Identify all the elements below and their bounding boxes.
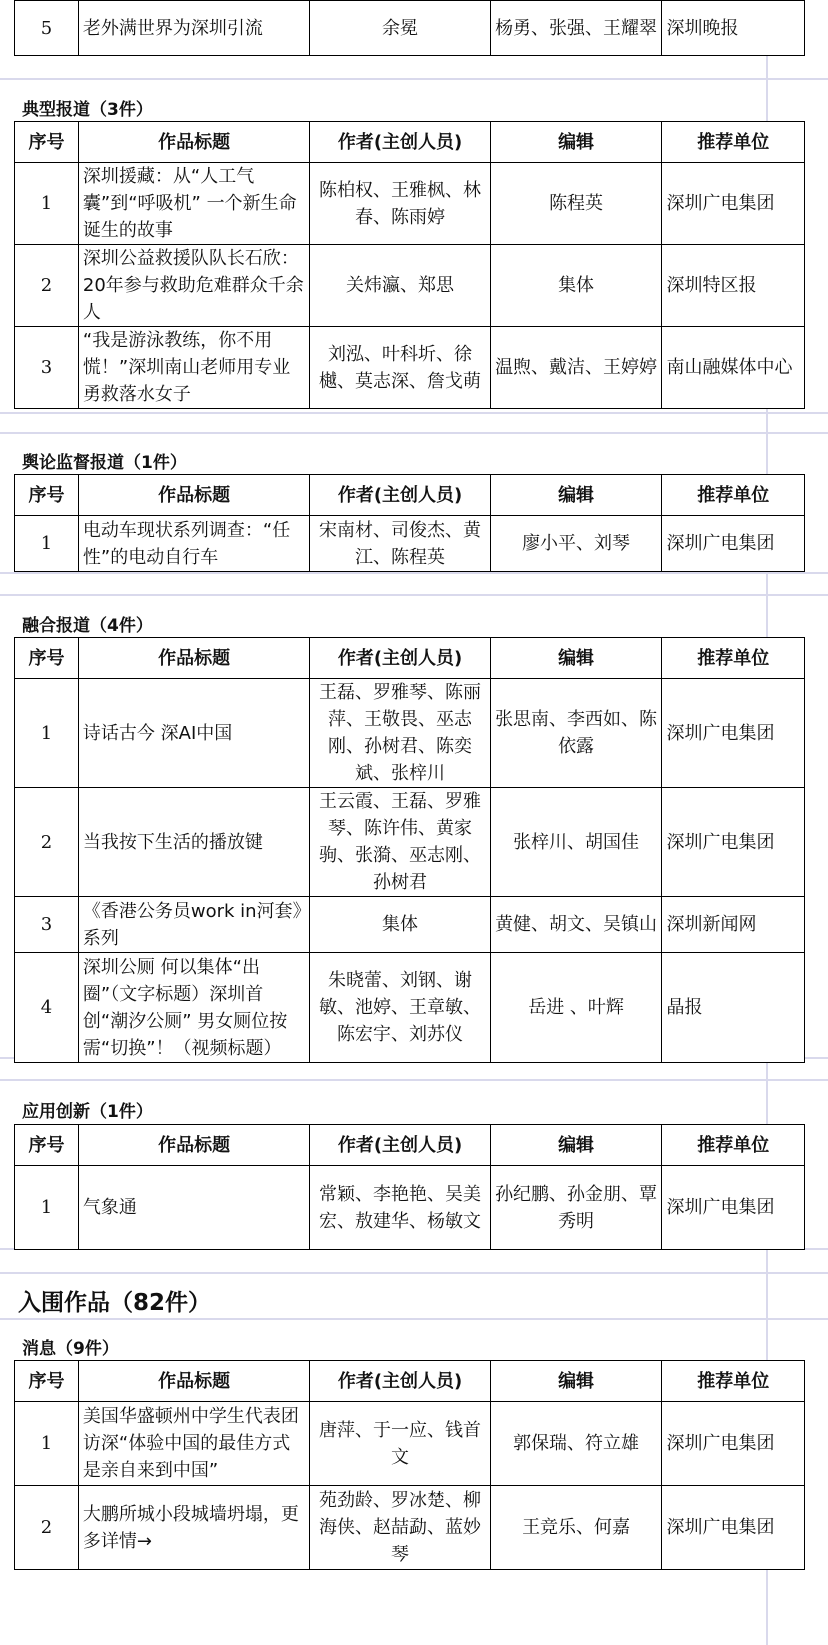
page-heading: 入围作品（82件） bbox=[18, 1284, 215, 1317]
table-row bbox=[15, 788, 805, 897]
header-title: 作品标题 bbox=[78, 475, 310, 516]
header-title: 作品标题 bbox=[78, 638, 310, 679]
author-cell: 宋南材、司俊杰、黄江、陈程英 bbox=[310, 516, 490, 572]
table-row bbox=[15, 1402, 805, 1486]
editor-cell: 陈程英 bbox=[490, 163, 662, 245]
work-title: 美国华盛顿州中学生代表团访深“体验中国的最佳方式是亲自来到中国” bbox=[78, 1402, 310, 1486]
header-no: 序号 bbox=[15, 1125, 79, 1166]
editor-cell: 孙纪鹏、孙金朋、覃秀明 bbox=[490, 1166, 662, 1250]
author-cell: 唐萍、于一应、钱首文 bbox=[310, 1402, 490, 1486]
header-row bbox=[15, 1125, 805, 1166]
section-table bbox=[14, 474, 805, 572]
author-cell: 常颖、李艳艳、吴美宏、敖建华、杨敏文 bbox=[310, 1166, 490, 1250]
editor-cell: 温煦、戴洁、王婷婷 bbox=[490, 327, 662, 409]
header-no: 序号 bbox=[15, 1361, 79, 1402]
section-title: 消息（9件） bbox=[22, 1334, 123, 1359]
row-number: 1 bbox=[15, 163, 79, 245]
header-author: 作者(主创人员) bbox=[310, 475, 490, 516]
header-unit: 推荐单位 bbox=[662, 122, 805, 163]
work-title: 老外满世界为深圳引流 bbox=[78, 1, 310, 56]
table-row bbox=[15, 163, 805, 245]
author-cell: 王云霞、王磊、罗雅琴、陈许伟、黄家驹、张漪、巫志刚、孙树君 bbox=[310, 788, 490, 897]
header-title: 作品标题 bbox=[78, 1361, 310, 1402]
header-row bbox=[15, 475, 805, 516]
work-title: 深圳援藏：从“人工气囊”到“呼吸机” 一个新生命诞生的故事 bbox=[78, 163, 310, 245]
editor-cell: 岳进 、叶辉 bbox=[490, 953, 662, 1063]
top-table bbox=[14, 0, 805, 56]
work-title: 大鹏所城小段城墙坍塌，更多详情→ bbox=[78, 1486, 310, 1570]
header-author: 作者(主创人员) bbox=[310, 638, 490, 679]
header-no: 序号 bbox=[15, 122, 79, 163]
row-number: 5 bbox=[15, 1, 79, 56]
editor-cell: 张梓川、胡国佳 bbox=[490, 788, 662, 897]
unit-cell: 深圳广电集团 bbox=[662, 1402, 805, 1486]
table-row bbox=[15, 1486, 805, 1570]
author-cell: 朱晓蕾、刘钢、谢敏、池婷、王章敏、陈宏宇、刘苏仪 bbox=[310, 953, 490, 1063]
section-table bbox=[14, 637, 805, 1063]
unit-cell: 深圳广电集团 bbox=[662, 163, 805, 245]
section-title: 舆论监督报道（1件） bbox=[22, 448, 191, 473]
table-row bbox=[15, 516, 805, 572]
row-number: 2 bbox=[15, 245, 79, 327]
table-row bbox=[15, 327, 805, 409]
unit-cell: 深圳特区报 bbox=[662, 245, 805, 327]
header-editor: 编辑 bbox=[490, 1361, 662, 1402]
unit-cell: 晶报 bbox=[662, 953, 805, 1063]
author-cell: 陈柏权、王雅枫、林春、陈雨婷 bbox=[310, 163, 490, 245]
work-title: 深圳公益救援队队长石欣：20年参与救助危难群众千余人 bbox=[78, 245, 310, 327]
work-title: 《香港公务员work in河套》系列 bbox=[78, 897, 310, 953]
work-title: 深圳公厕 何以集体“出圈”（文字标题）深圳首创“潮汐公厕” 男女厕位按需“切换”！（视频标题） bbox=[78, 953, 310, 1063]
header-editor: 编辑 bbox=[490, 122, 662, 163]
header-unit: 推荐单位 bbox=[662, 1361, 805, 1402]
section-table bbox=[14, 1124, 805, 1250]
header-title: 作品标题 bbox=[78, 122, 310, 163]
header-title: 作品标题 bbox=[78, 1125, 310, 1166]
row-number: 4 bbox=[15, 953, 79, 1063]
unit-cell: 深圳广电集团 bbox=[662, 516, 805, 572]
header-unit: 推荐单位 bbox=[662, 638, 805, 679]
section-table bbox=[14, 121, 805, 409]
row-number: 2 bbox=[15, 1486, 79, 1570]
header-row bbox=[15, 1361, 805, 1402]
table-row bbox=[15, 953, 805, 1063]
header-author: 作者(主创人员) bbox=[310, 1361, 490, 1402]
row-number: 3 bbox=[15, 327, 79, 409]
section-table bbox=[14, 1360, 805, 1570]
editor-cell: 集体 bbox=[490, 245, 662, 327]
author-cell: 集体 bbox=[310, 897, 490, 953]
author-cell: 关炜瀛、郑思 bbox=[310, 245, 490, 327]
author-cell: 王磊、罗雅琴、陈丽萍、王敬畏、巫志刚、孙树君、陈奕斌、张梓川 bbox=[310, 679, 490, 788]
editor-cell: 张思南、李西如、陈依露 bbox=[490, 679, 662, 788]
header-row bbox=[15, 638, 805, 679]
table-row bbox=[15, 897, 805, 953]
author-cell: 余冕 bbox=[310, 1, 490, 56]
table-row bbox=[15, 679, 805, 788]
row-number: 3 bbox=[15, 897, 79, 953]
work-title: 气象通 bbox=[78, 1166, 310, 1250]
header-author: 作者(主创人员) bbox=[310, 122, 490, 163]
unit-cell: 深圳广电集团 bbox=[662, 1486, 805, 1570]
header-unit: 推荐单位 bbox=[662, 475, 805, 516]
header-no: 序号 bbox=[15, 638, 79, 679]
editor-cell: 郭保瑞、符立雄 bbox=[490, 1402, 662, 1486]
row-number: 1 bbox=[15, 1166, 79, 1250]
editor-cell: 廖小平、刘琴 bbox=[490, 516, 662, 572]
row-number: 1 bbox=[15, 516, 79, 572]
row-number: 1 bbox=[15, 1402, 79, 1486]
author-cell: 刘泓、叶科圻、徐樾、莫志深、詹戈萌 bbox=[310, 327, 490, 409]
unit-cell: 深圳广电集团 bbox=[662, 788, 805, 897]
editor-cell: 黄健、胡文、吴镇山 bbox=[490, 897, 662, 953]
header-author: 作者(主创人员) bbox=[310, 1125, 490, 1166]
table-row bbox=[15, 245, 805, 327]
work-title: 电动车现状系列调查：“任性”的电动自行车 bbox=[78, 516, 310, 572]
unit-cell: 深圳新闻网 bbox=[662, 897, 805, 953]
table-row bbox=[15, 1, 805, 56]
unit-cell: 深圳广电集团 bbox=[662, 1166, 805, 1250]
unit-cell: 南山融媒体中心 bbox=[662, 327, 805, 409]
author-cell: 苑劲龄、罗冰楚、柳海侠、赵喆勐、蓝妙琴 bbox=[310, 1486, 490, 1570]
editor-cell: 王竞乐、何嘉 bbox=[490, 1486, 662, 1570]
section-title: 应用创新（1件） bbox=[22, 1097, 157, 1122]
unit-cell: 深圳广电集团 bbox=[662, 679, 805, 788]
work-title: 诗话古今 深AI中国 bbox=[78, 679, 310, 788]
header-editor: 编辑 bbox=[490, 638, 662, 679]
section-title: 典型报道（3件） bbox=[22, 95, 157, 120]
header-editor: 编辑 bbox=[490, 1125, 662, 1166]
work-title: “我是游泳教练，你不用慌！”深圳南山老师用专业勇救落水女子 bbox=[78, 327, 310, 409]
header-no: 序号 bbox=[15, 475, 79, 516]
work-title: 当我按下生活的播放键 bbox=[78, 788, 310, 897]
header-unit: 推荐单位 bbox=[662, 1125, 805, 1166]
section-title: 融合报道（4件） bbox=[22, 611, 157, 636]
header-row bbox=[15, 122, 805, 163]
editor-cell: 杨勇、张强、王耀翠 bbox=[490, 1, 662, 56]
header-editor: 编辑 bbox=[490, 475, 662, 516]
table-row bbox=[15, 1166, 805, 1250]
row-number: 2 bbox=[15, 788, 79, 897]
row-number: 1 bbox=[15, 679, 79, 788]
unit-cell: 深圳晚报 bbox=[662, 1, 805, 56]
